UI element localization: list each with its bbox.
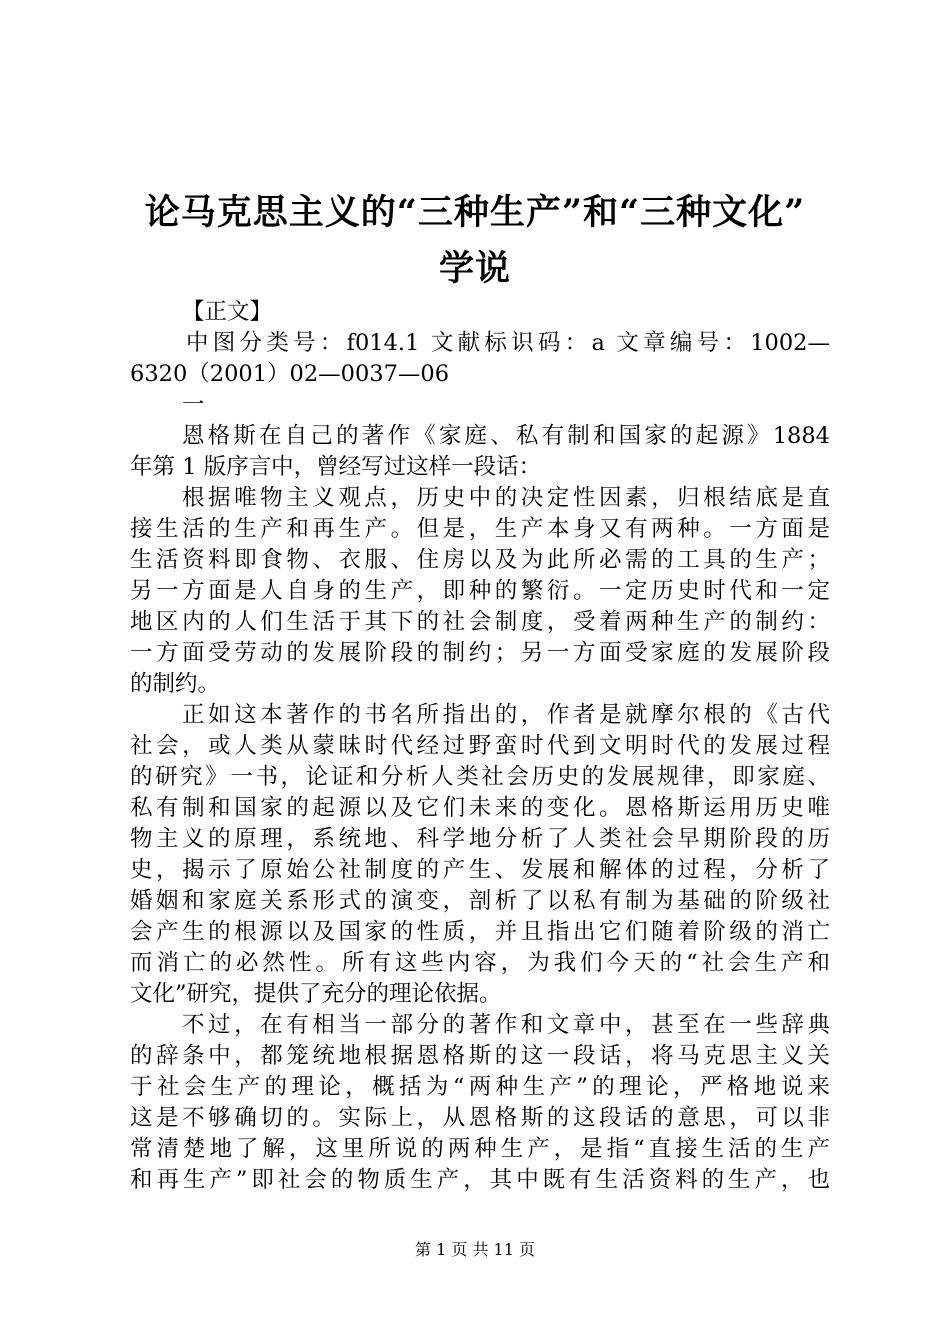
paragraph-line: 婚姻和家庭关系形式的演变，剖析了以私有制为基础的阶级社 [130, 888, 830, 914]
paragraph-line: 社会，或人类从蒙昧时代经过野蛮时代到文明时代的发展过程 [130, 733, 830, 759]
paragraph-line: 文化”研究，提供了充分的理论依据。 [130, 981, 502, 1007]
classification-line-2: 6320（2001）02—0037—06 [130, 361, 450, 387]
classification-line-1: 中图分类号：f014.1 文献标识码：a 文章编号：1002— [186, 330, 830, 356]
paragraph-line: 接生活的生产和再生产。但是，生产本身又有两种。一方面是 [130, 516, 830, 542]
paragraph-line: 的制约。 [130, 671, 221, 697]
paragraph-line: 于社会生产的理论，概括为“两种生产”的理论，严格地说来 [130, 1074, 830, 1100]
paragraph-line: 这是不够确切的。实际上，从恩格斯的这段话的意思，可以非 [130, 1105, 830, 1131]
paragraph-line: 另一方面是人自身的生产，即种的繁衍。一定历史时代和一定 [130, 578, 830, 604]
paragraph-line: 一方面受劳动的发展阶段的制约；另一方面受家庭的发展阶段 [130, 640, 830, 666]
paragraph-line: 常清楚地了解，这里所说的两种生产，是指“直接生活的生产 [130, 1136, 830, 1162]
classification-info [130, 328, 830, 390]
paragraph-line: 私有制和国家的起源以及它们未来的变化。恩格斯运用历史唯 [130, 795, 830, 821]
paragraph-4 [130, 1010, 830, 1196]
paragraph-line: 根据唯物主义观点，历史中的决定性因素，归根结底是直 [182, 485, 830, 511]
paragraph-line: 生活资料即食物、衣服、住房以及为此所必需的工具的生产； [130, 547, 830, 573]
paragraph-line: 正如这本著作的书名所指出的，作者是就摩尔根的《古代 [182, 702, 830, 728]
section-label: 【正文】 [182, 299, 273, 325]
document-title-line-1: 论马克思主义的“三种生产”和“三种文化” [144, 192, 806, 233]
section-number: 一 [182, 392, 205, 418]
paragraph-line: 而消亡的必然性。所有这些内容，为我们今天的“社会生产和 [130, 950, 830, 976]
paragraph-line: 恩格斯在自己的著作《家庭、私有制和国家的起源》1884 [182, 423, 830, 449]
paragraph-line: 史，揭示了原始公社制度的产生、发展和解体的过程，分析了 [130, 857, 830, 883]
paragraph-3 [130, 700, 830, 1010]
paragraph-line: 不过，在有相当一部分的著作和文章中，甚至在一些辞典 [182, 1012, 830, 1038]
paragraph-line: 的研究》一书，论证和分析人类社会历史的发展规律，即家庭、 [130, 764, 830, 790]
document-body [130, 297, 830, 1196]
paragraph-line: 和再生产”即社会的物质生产，其中既有生活资料的生产，也 [130, 1167, 830, 1193]
paragraph-line: 地区内的人们生活于其下的社会制度，受着两种生产的制约： [130, 609, 830, 635]
paragraph-1 [130, 421, 830, 483]
document-title-line-2: 学说 [438, 248, 511, 289]
page-footer: 第 1 页 共 11 页 [415, 1240, 535, 1259]
paragraph-line: 年第 1 版序言中，曾经写过这样一段话： [130, 454, 542, 480]
paragraph-2-quote [130, 483, 830, 700]
paragraph-line: 会产生的根源以及国家的性质，并且指出它们随着阶级的消亡 [130, 919, 830, 945]
paragraph-line: 的辞条中，都笼统地根据恩格斯的这一段话，将马克思主义关 [130, 1043, 830, 1069]
paragraph-line: 物主义的原理，系统地、科学地分析了人类社会早期阶段的历 [130, 826, 830, 852]
